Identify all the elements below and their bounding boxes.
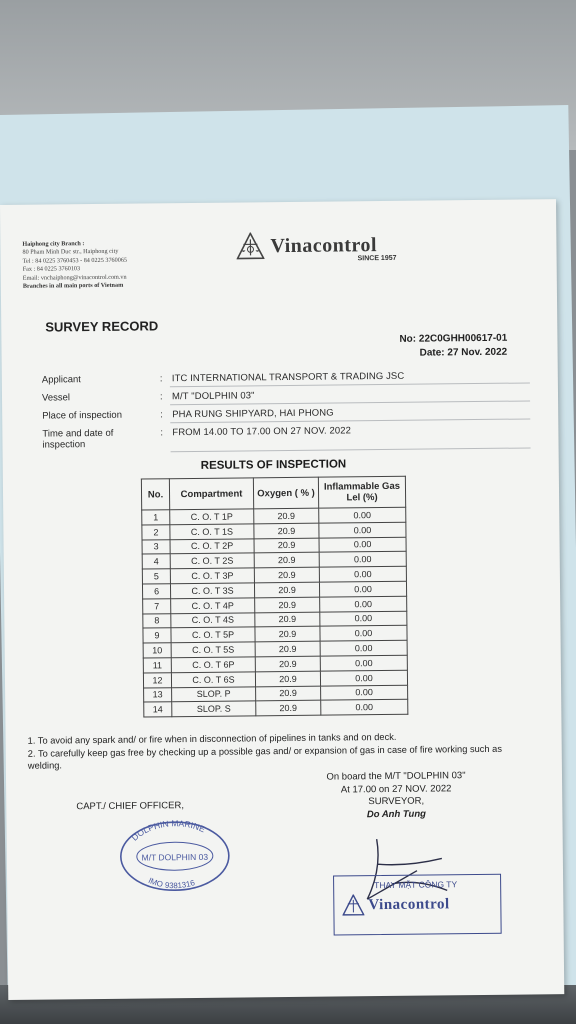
logo-wordmark: Vinacontrol: [270, 233, 378, 257]
note-1: 1. To avoid any spark and/ or fire when in disconnection of pipelines in tanks and on deck.: [27, 731, 397, 746]
cell-compartment: C. O. T 2S: [170, 553, 254, 569]
cell-oxygen: 20.9: [254, 567, 319, 582]
cell-no: 5: [142, 569, 170, 584]
scales-emblem-icon: [236, 232, 264, 260]
cell-inflammable: 0.00: [320, 596, 407, 612]
table-header-row: [141, 476, 405, 510]
page-title: SURVEY RECORD: [45, 318, 159, 335]
cell-inflammable: 0.00: [320, 626, 407, 642]
signoff-at: At 17.00 on 27 NOV. 2022: [340, 782, 452, 795]
field-value: M/T "DOLPHIN 03": [171, 390, 255, 403]
note-2: 2. To carefully keep gas free by checking up a possible gas and/ or expansion of gas in case of fire working such as welding.: [27, 743, 503, 771]
company-logo: [236, 231, 377, 260]
svg-text:DOLPHIN MARINE: [129, 818, 207, 843]
captain-label: CAPT./ CHIEF OFFICER,: [76, 800, 185, 813]
cell-compartment: C. O. T 1P: [170, 509, 254, 525]
header-oxygen: Oxygen ( % ): [253, 477, 318, 509]
cell-inflammable: 0.00: [320, 670, 407, 686]
document-date: Date: 27 Nov. 2022: [419, 346, 508, 359]
field-value: FROM 14.00 TO 17.00 ON 27 NOV. 2022: [172, 425, 352, 439]
cell-oxygen: 20.9: [255, 597, 320, 612]
table-body: [142, 507, 408, 717]
branch-address: 80 Pham Minh Duc str., Haiphong city: [22, 248, 119, 257]
company-stamp-top: THAY MẶT CÔNG TY: [374, 879, 458, 891]
scales-emblem-icon: [342, 894, 364, 916]
branch-note: Branches in all main ports of Vietnam: [22, 281, 124, 290]
cell-no: 14: [144, 702, 172, 717]
cell-compartment: SLOP. P: [172, 686, 256, 702]
cell-no: 10: [143, 643, 171, 658]
branch-fax: Fax : 84 0225 3760103: [22, 265, 81, 273]
ship-stamp-line2: M/T DOLPHIN 03: [141, 851, 209, 863]
cell-inflammable: 0.00: [319, 507, 406, 523]
cell-no: 2: [142, 525, 170, 540]
cell-inflammable: 0.00: [320, 640, 407, 656]
cell-no: 12: [143, 672, 171, 687]
cell-inflammable: 0.00: [320, 611, 407, 627]
cell-inflammable: 0.00: [320, 655, 407, 671]
cell-inflammable: 0.00: [319, 537, 406, 553]
field-label: Vessel: [41, 392, 71, 404]
cell-inflammable: 0.00: [321, 685, 408, 701]
company-stamp: [333, 874, 502, 936]
cell-no: 13: [144, 687, 172, 702]
field-value: ITC INTERNATIONAL TRANSPORT & TRADING JSC: [171, 370, 405, 385]
document-number: No: 22C0GHH00617-01: [399, 332, 508, 345]
cell-no: 3: [142, 539, 170, 554]
branch-title: Haiphong city Branch :: [22, 240, 85, 248]
cell-compartment: C. O. T 5S: [171, 642, 255, 658]
cell-inflammable: 0.00: [319, 552, 406, 568]
cell-compartment: C. O. T 3S: [170, 583, 254, 599]
cell-inflammable: 0.00: [319, 566, 406, 582]
cell-compartment: C. O. T 3P: [170, 568, 254, 584]
cell-oxygen: 20.9: [256, 686, 321, 701]
inspection-table: [141, 476, 408, 718]
cell-compartment: C. O. T 6P: [171, 657, 255, 673]
cell-no: 4: [142, 554, 170, 569]
cell-oxygen: 20.9: [254, 582, 319, 597]
cell-compartment: C. O. T 2P: [170, 538, 254, 554]
signoff-onboard: On board the M/T "DOLPHIN 03": [326, 770, 466, 783]
cell-oxygen: 20.9: [255, 641, 320, 656]
cell-oxygen: 20.9: [255, 671, 320, 686]
field-value: PHA RUNG SHIPYARD, HAI PHONG: [172, 407, 334, 421]
surveyor-name: Do Anh Tung: [366, 808, 427, 820]
cell-compartment: C. O. T 5P: [171, 627, 255, 643]
ship-stamp: [114, 816, 235, 893]
branch-info: [22, 240, 127, 292]
table-row: [144, 700, 408, 718]
signoff-role: SURVEYOR,: [368, 795, 425, 808]
cell-oxygen: 20.9: [254, 523, 319, 538]
survey-record-document: Haiphong city Branch : 80 Pham Minh Duc str., Haiphong city Tel : 84 0225 3760453 - 84 0225 3760065 Fax : 84 0225 3760103 Email: vnchaiphong@vinacontrol.com.vn Branches in all main ports of Vietnam Vinacontrol SINCE 1957 SURVEY RECORD No: 22C0GHH00617-01 Date: 27 Nov. 2022 Applicant : ITC INTERNATIONAL TRANSPORT & TRADING JSC Vessel : M/T "DOLPHIN 03" Place of inspection : PHA RUNG SHIPYARD, HAI PHONG Time and date of inspection : FROM 14.00 TO 17.00 ON 27 NOV. 2022 RESULTS OF INSPECTION No. Compartment Oxygen ( % ) Inflammable Gas Lel (%) 1 C. O. T 1P 20.9 0.00 2 C. O. T 1S 20.9 0.00 3 C. O. T 2P 20.9 0.00 4 C. O. T 2S 20.9 0.00 5 C. O. T 3P 20.9 0.00 6 C. O. T 3S 20.9 0.00 7 C. O. T 4P 20.9 0.00 8 C. O. T 4S 20.9 0.00 9 C. O. T 5P 20.9 0.00 10 C. O. T 5S 20.9 0.00 11 C. O. T 6P 20.9 0.00 12 C. O. T 6S 20.9 0.00 13 SLOP. P 20.9 0.00 14 SLOP. S 20.9 0.00 1. To avoid any spark and/ or fire when in disconnection of pipelines in tanks and on deck. 2. To carefully keep gas free by checking up a possible gas and/ or expansion of gas in case of fire working such as welding. On board the M/T "DOLPHIN 03" At 17.00 on 27 NOV. 2022 SURVEYOR, Do Anh Tung CAPT./ CHIEF OFFICER, DOLPHIN MARINE M/T DOLPHIN 03 IMO 9381316 THAY MẶT CÔNG TY Vinacontrol: [0, 199, 564, 1000]
cell-oxygen: 20.9: [254, 538, 319, 553]
cell-no: 1: [142, 510, 170, 525]
ship-stamp-line1: DOLPHIN MARINE: [129, 818, 207, 843]
cell-compartment: SLOP. S: [172, 701, 256, 717]
cell-no: 9: [143, 628, 171, 643]
cell-no: 8: [143, 613, 171, 628]
field-label: Time and date of inspection: [42, 427, 114, 451]
cell-oxygen: 20.9: [255, 656, 320, 671]
branch-tel: Tel : 84 0225 3760453 - 84 0225 3760065: [22, 256, 128, 265]
signoff-block: [306, 770, 487, 822]
field-label: Place of inspection: [42, 409, 123, 422]
notes: [28, 729, 533, 772]
header-compartment: Compartment: [169, 478, 253, 510]
cell-inflammable: 0.00: [319, 581, 406, 597]
results-title: RESULTS OF INSPECTION: [200, 458, 347, 472]
cell-no: 7: [143, 599, 171, 614]
company-stamp-name: Vinacontrol: [368, 895, 450, 913]
cell-inflammable: 0.00: [321, 700, 408, 716]
cell-oxygen: 20.9: [256, 701, 321, 716]
header-inflammable: Inflammable Gas Lel (%): [318, 476, 405, 508]
cell-oxygen: 20.9: [255, 627, 320, 642]
cell-compartment: C. O. T 4P: [171, 598, 255, 614]
cell-oxygen: 20.9: [254, 508, 319, 523]
cell-compartment: C. O. T 6S: [171, 672, 255, 688]
ship-stamp-line3: IMO 9381316: [146, 875, 196, 891]
field-label: Applicant: [41, 374, 81, 386]
cell-oxygen: 20.9: [254, 553, 319, 568]
cell-oxygen: 20.9: [255, 612, 320, 627]
cell-inflammable: 0.00: [319, 522, 406, 538]
cell-no: 6: [142, 584, 170, 599]
logo-since: SINCE 1957: [357, 254, 397, 263]
cell-no: 11: [143, 658, 171, 673]
cell-compartment: C. O. T 4S: [171, 612, 255, 628]
header-no: No.: [141, 479, 169, 510]
cell-compartment: C. O. T 1S: [170, 524, 254, 540]
branch-email: Email: vnchaiphong@vinacontrol.com.vn: [22, 273, 127, 282]
